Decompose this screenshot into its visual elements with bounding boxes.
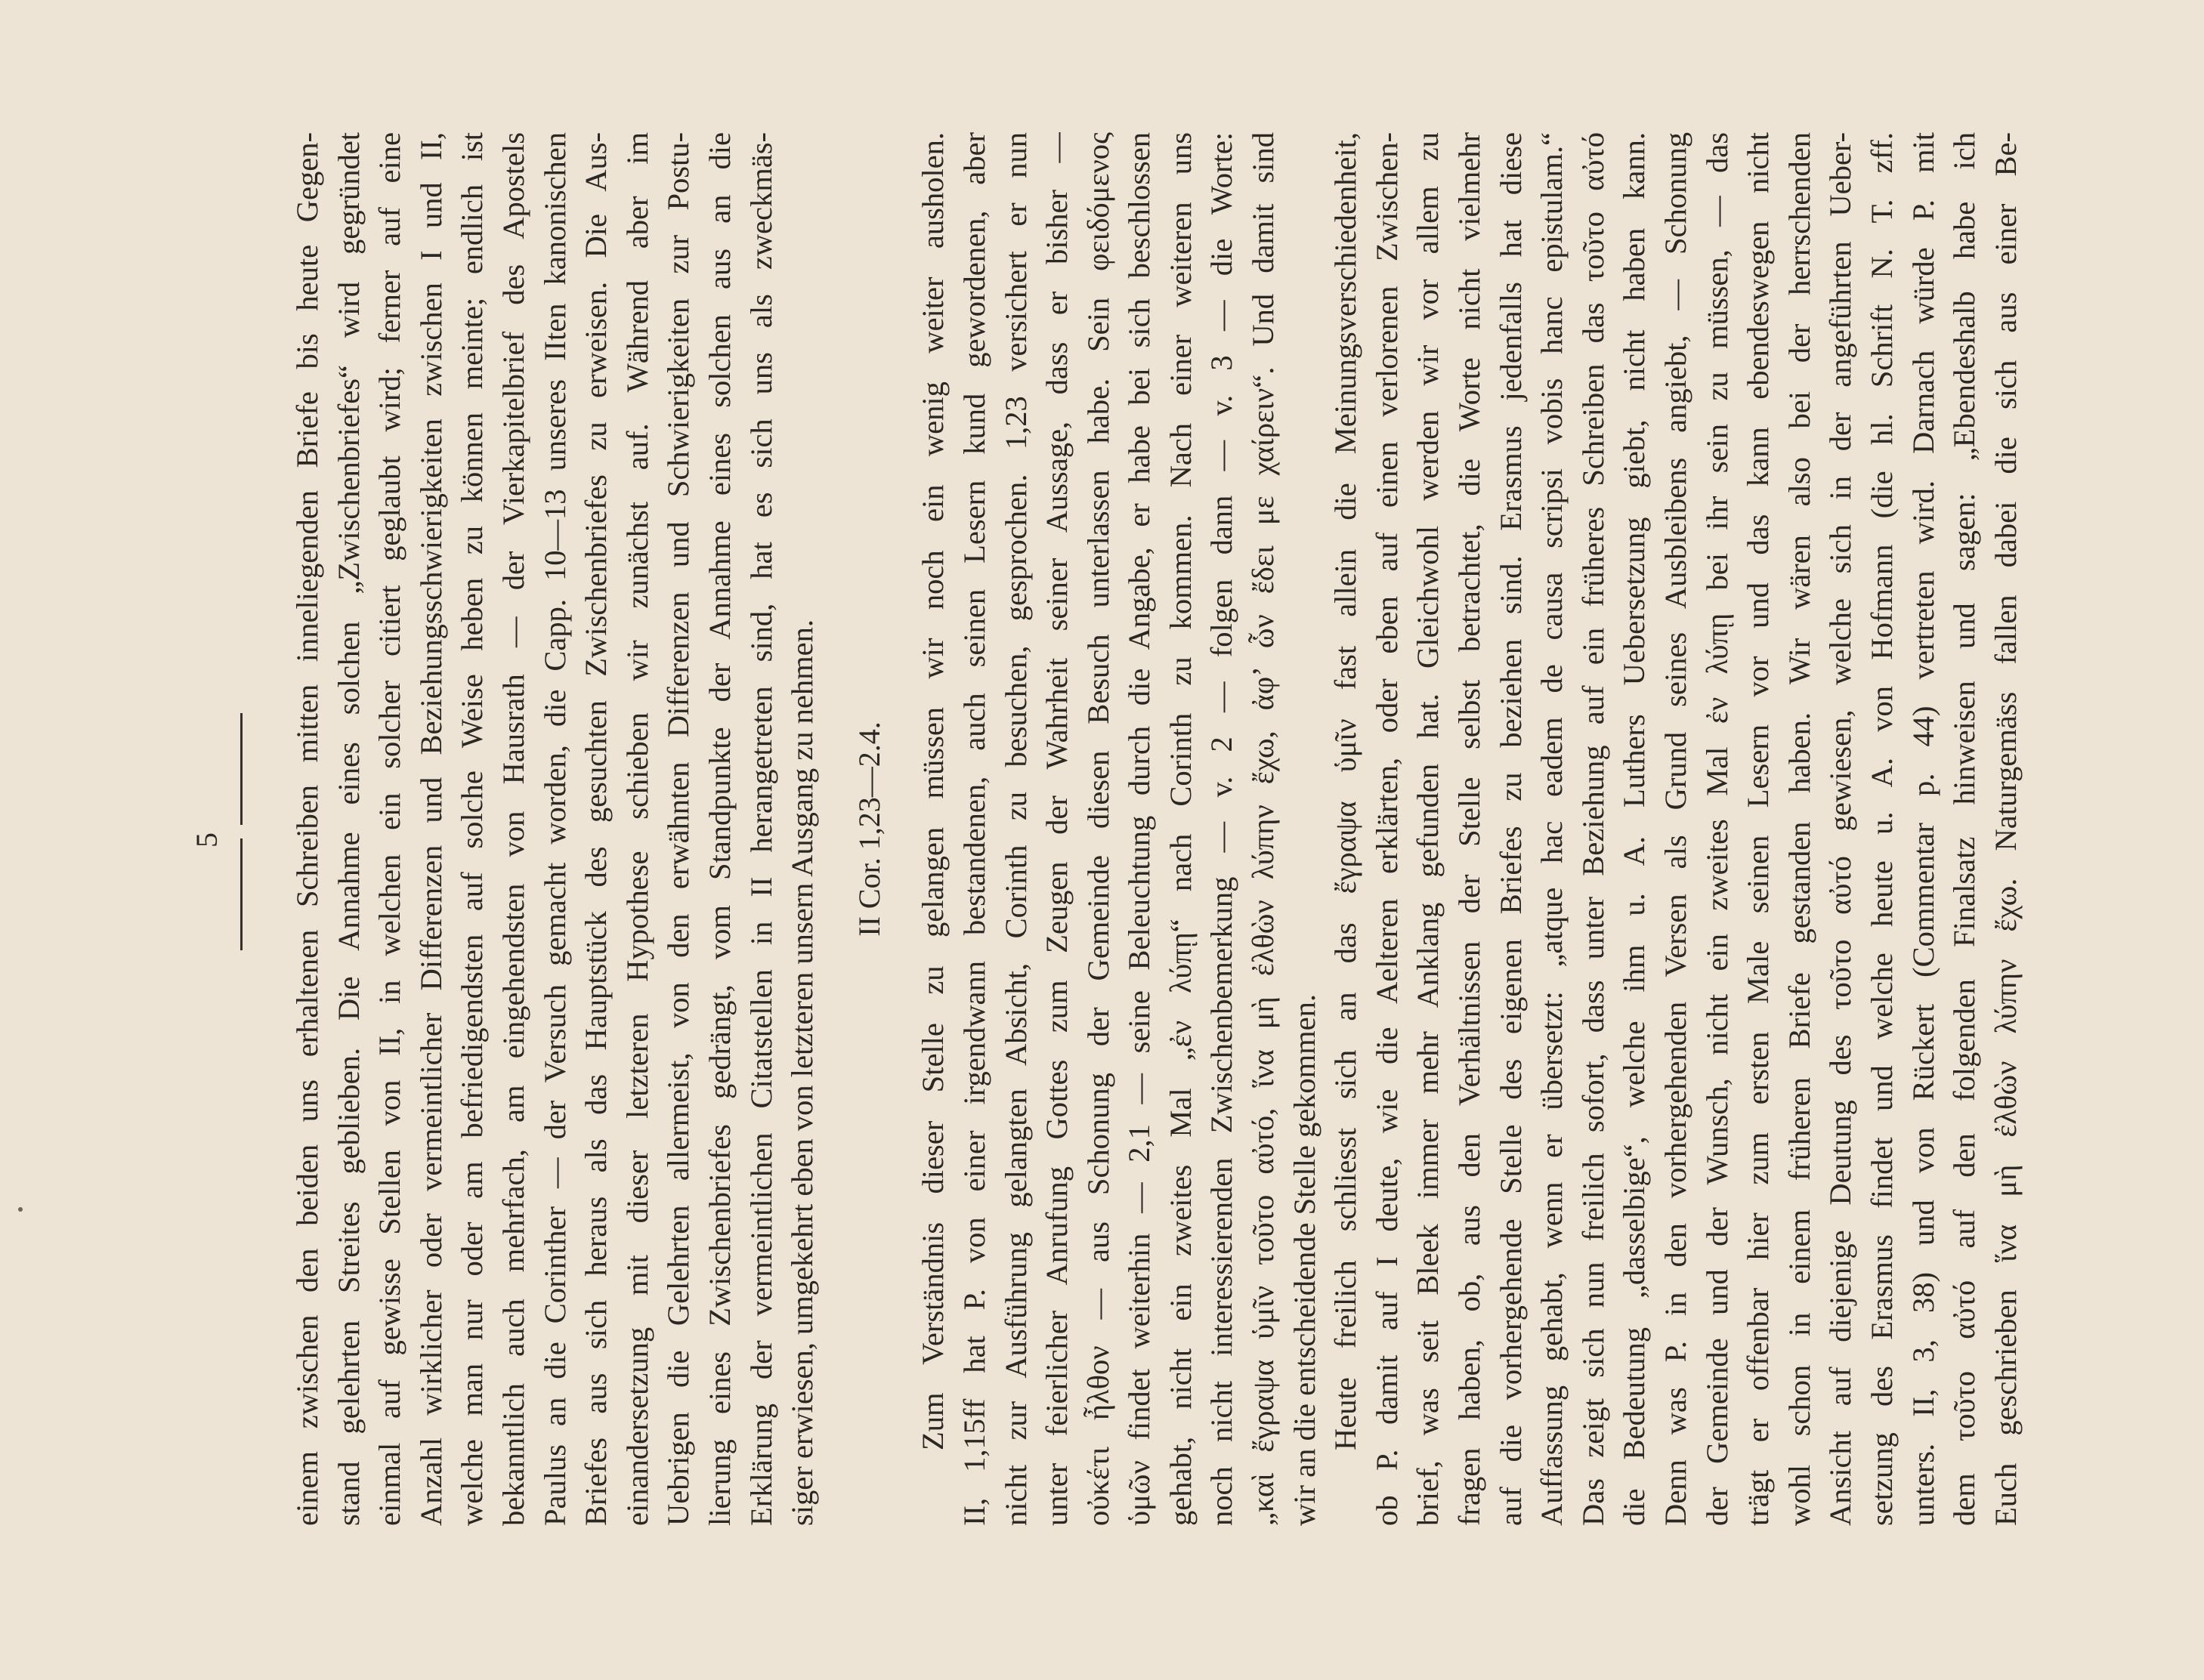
text-line: einandersetzung mit dieser letzteren Hypothese schieben wir zunächst auf. Während aber im bbox=[620, 132, 654, 1526]
text-line: Zum Verständnis dieser Stelle zu gelangen müssen wir noch ein wenig weiter ausholen. bbox=[916, 132, 951, 1450]
text-line: bekanntlich auch mehrfach, am eingehendsten von Hausrath — der Vierkapitelbrief des Apostels bbox=[496, 132, 530, 1526]
paragraph-3 bbox=[1325, 132, 2026, 1526]
page-number: 5 bbox=[190, 832, 224, 848]
text-line: οὐκέτι ἦλθον — aus Schonung der Gemeinde diesen Besuch unterlassen habe. Sein φειδόμενος bbox=[1080, 132, 1115, 1526]
text-line: Heute freilich schliesst sich an das ἔγραψα ὑμῖν fast allein die Meinungsverschiedenheit, bbox=[1328, 132, 1363, 1450]
text-line: „καὶ ἔγραψα ὑμῖν τοῦτο αὐτό, ἵνα μὴ ἐλθὼν λύπην ἔχω, ἀφ’ ὧν ἔδει με χαίρειν“. Und damit sind bbox=[1246, 132, 1281, 1526]
text-line: welche man nur oder am befriedigendsten auf solche Weise heben zu können meinte; endlich ist bbox=[455, 132, 490, 1526]
text-line: ὑμῶν findet weiterhin — 2,1 — seine Beleuchtung durch die Angabe, er habe bei sich beschlossen bbox=[1122, 132, 1157, 1526]
text-line: Denn was P. in den vorhergehenden Versen als Grund seines Ausbleibens angiebt, — Schonung bbox=[1658, 132, 1692, 1526]
section-heading: II Cor. 1,23—2.4. bbox=[852, 721, 886, 937]
text-line: auf die vorhergehende Stelle des eigenen Briefes zu beziehen sind. Erasmus jedenfalls hat diese bbox=[1493, 132, 1528, 1526]
text-line: fragen haben, ob, aus den Verhältnissen der Stelle selbst betrachtet, die Worte nicht vielmehr bbox=[1452, 132, 1487, 1526]
paragraph-2 bbox=[913, 132, 1325, 1526]
text-line: ob P. damit auf I deute, wie die Aelteren erklärten, oder eben auf einen verlorenen Zwischen- bbox=[1369, 132, 1404, 1526]
text-line: wir an die entscheidende Stelle gekommen. bbox=[1287, 993, 1321, 1526]
text-line: einem zwischen den beiden uns erhaltenen Schreiben mitten inneliegenden Briefe bis heute Gegen- bbox=[290, 132, 324, 1526]
text-line: trägt er offenbar hier zum ersten Male seinen Lesern vor und das kann ebendeswegen nicht bbox=[1741, 132, 1776, 1526]
paper-speck bbox=[18, 1207, 23, 1212]
text-line: Uebrigen die Gelehrten allermeist, von den erwähnten Differenzen und Schwierigkeiten zur Postu- bbox=[661, 132, 696, 1526]
text-line: Briefes aus sich heraus als das Hauptstück des gesuchten Zwischenbriefes zu erweisen. Die Aus- bbox=[579, 132, 614, 1526]
text-line: Erklärung der vermeintlichen Citatstellen in II herangetreten sind, hat es sich uns als zweckmäs- bbox=[743, 132, 778, 1526]
text-line: noch nicht interessierenden Zwischenbemerkung — v. 2 — folgen dann — v. 3 — die Worte: bbox=[1204, 132, 1239, 1526]
text-line: Paulus an die Corinther — der Versuch gemacht worden, die Capp. 10—13 unseres IIten kanonischen bbox=[537, 132, 572, 1526]
paragraph-1 bbox=[287, 132, 824, 1526]
text-line: einmal auf gewisse Stellen von II, in welchen ein solcher citiert geglaubt wird; ferner auf eine bbox=[372, 132, 407, 1526]
text-column bbox=[287, 132, 2026, 1526]
text-line: Auffassung gehabt, wenn er übersetzt: „atque hac eadem de causa scripsi vobis hanc epistulam.“ bbox=[1535, 132, 1569, 1526]
text-line: siger erwiesen, umgekehrt eben von letzteren unsern Ausgang zu nehmen. bbox=[785, 619, 820, 1526]
text-line: II, 1,15ff hat P. von einer irgendwann bestandenen, auch seinen Lesern kund gewordenen, aber bbox=[957, 132, 991, 1526]
text-line: brief, was seit Bleek immer mehr Anklang gefunden hat. Gleichwohl werden wir vor allem zu bbox=[1411, 132, 1445, 1526]
text-line: unter feierlicher Anrufung Gottes zum Zeugen der Wahrheit seiner Aussage, dass er bisher — bbox=[1040, 132, 1074, 1526]
text-line: stand gelehrten Streites geblieben. Die Annahme eines solchen „Zwischenbriefes“ wird gegründet bbox=[331, 132, 366, 1526]
text-line: Ansicht auf diejenige Deutung des τοῦτο αὐτό gewiesen, welche sich in der angeführten Ueber- bbox=[1823, 132, 1858, 1526]
header-rule-left bbox=[240, 838, 243, 950]
text-line: wohl schon in einem früheren Briefe gestanden haben. Wir wären also bei der herrschenden bbox=[1782, 132, 1816, 1526]
text-line: setzung des Erasmus findet und welche heute u. A. von Hofmann (die hl. Schrift N. T. zff. bbox=[1864, 132, 1899, 1526]
text-line: lierung eines Zwischenbriefes gedrängt, vom Standpunkte der Annahme eines solchen aus an die bbox=[702, 132, 737, 1526]
text-line: Das zeigt sich nun freilich sofort, dass unter Beziehung auf ein früheres Schreiben das τοῦτο αὐτό bbox=[1575, 132, 1610, 1526]
text-line: nicht zur Ausführung gelangten Absicht, Corinth zu besuchen, gesprochen. 1,23 versichert er nun bbox=[998, 132, 1033, 1526]
header-rule-right bbox=[240, 713, 243, 825]
text-line: die Bedeutung „dasselbige“, welche ihm u. A. Luthers Uebersetzung giebt, nicht haben kann. bbox=[1617, 132, 1652, 1526]
text-line: unters. II, 3, 38) und von Rückert (Commentar p. 44) vertreten wird. Darnach würde P. mit bbox=[1906, 132, 1940, 1526]
text-line: der Gemeinde und der Wunsch, nicht ein zweites Mal ἐν λύπῃ bei ihr sein zu müssen, — das bbox=[1699, 132, 1734, 1526]
text-line: gehabt, nicht ein zweites Mal „ἐν λύπῃ“ nach Corinth zu kommen. Nach einer weiteren uns bbox=[1163, 132, 1198, 1526]
text-line: Euch geschrieben ἵνα μὴ ἐλθὼν λύπην ἔχω. Naturgemäss fallen dabei die sich aus einer Be- bbox=[1988, 132, 2023, 1526]
text-line: Anzahl wirklicher oder vermeintlicher Differenzen und Beziehungsschwierigkeiten zwischen I und II, bbox=[413, 132, 448, 1526]
text-line: dem τοῦτο αὐτό auf den folgenden Finalsatz hinweisen und sagen: „Ebendeshalb habe ich bbox=[1947, 132, 1982, 1526]
